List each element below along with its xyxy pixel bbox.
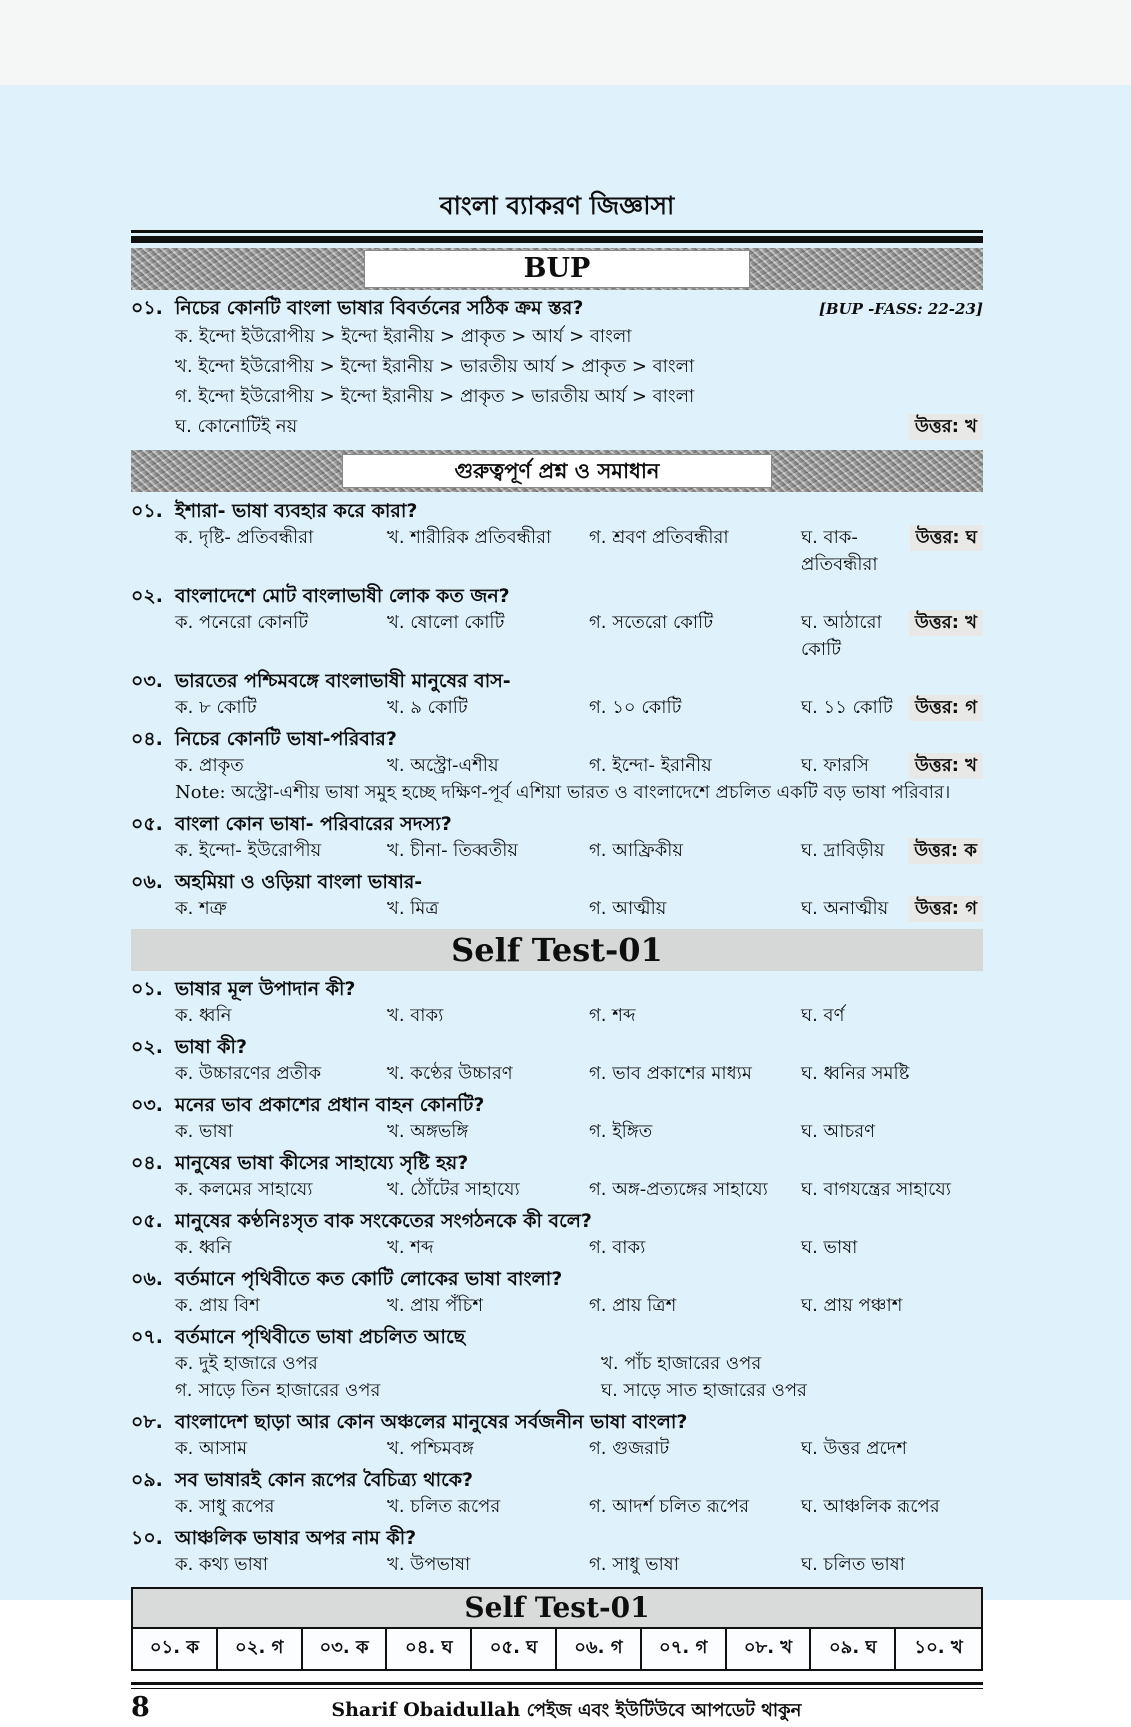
options-row [175, 1377, 983, 1404]
option: খ. মিত্র [387, 898, 439, 919]
option: খ. কণ্ঠের উচ্চারণ [387, 1063, 513, 1084]
question-line [131, 1150, 983, 1176]
question-number: ০৬. [131, 871, 163, 893]
option: খ. ৯ কোটি [387, 697, 468, 718]
option: ঘ. সাড়ে সাত হাজারের ওপর [601, 1380, 807, 1401]
option: গ. প্রায় ত্রিশ [589, 1295, 677, 1316]
answer-table-title: Self Test-01 [133, 1589, 981, 1629]
question-item [131, 668, 983, 721]
option: গ. ইঙ্গিত [589, 1121, 653, 1142]
option: ঘ. প্রায় পঞ্চাশ [801, 1295, 903, 1316]
question-number: ০৪. [131, 728, 163, 750]
option: ঘ. ভাষা [801, 1237, 858, 1258]
option: ঘ. বাক-প্রতিবন্ধীরা [801, 527, 878, 575]
option: খ. শব্দ [387, 1237, 434, 1258]
answer-cell: ০৯. ঘ [811, 1629, 896, 1669]
option: ঘ. উত্তর প্রদেশ [801, 1438, 907, 1459]
question-line [131, 1092, 983, 1118]
answer-badge: উত্তর: খ [909, 610, 983, 636]
option: ক. ইন্দো- ইউরোপীয় [175, 840, 322, 861]
option: ঘ. চলিত ভাষা [801, 1554, 905, 1575]
options-row [175, 1350, 983, 1377]
question-number: ০২. [131, 1036, 163, 1058]
question-text: ভাষার মূল উপাদান কী? [175, 978, 356, 1000]
options-row [175, 1118, 983, 1145]
options-row [175, 1060, 983, 1087]
options-row [175, 1002, 983, 1029]
question-text: বর্তমানে পৃথিবীতে কত কোটি লোকের ভাষা বাংলা? [175, 1268, 563, 1290]
question-text: বর্তমানে পৃথিবীতে ভাষা প্রচলিত আছে [175, 1326, 466, 1348]
question-number: ০১. [131, 500, 163, 522]
option: গ. বাক্য [589, 1237, 646, 1258]
option: ক. উচ্চারণের প্রতীক [175, 1063, 322, 1084]
bup-question-item [131, 295, 983, 442]
option: ক. ধ্বনি [175, 1237, 232, 1258]
option: ঘ. দ্রাবিড়ীয় [801, 840, 885, 861]
options-row [175, 1176, 983, 1203]
option: খ. প্রায় পঁচিশ [387, 1295, 483, 1316]
options-row [175, 895, 983, 922]
option: গ. শ্রবণ প্রতিবন্ধীরা [589, 527, 729, 548]
option: ক. প্রায় বিশ [175, 1295, 260, 1316]
answer-badge: উত্তর: ঘ [910, 525, 983, 551]
question-line [131, 869, 983, 895]
question-item [131, 1525, 983, 1578]
book-page [0, 85, 1131, 1723]
question-number: ০৭. [131, 1326, 163, 1348]
option: ক. সাধু রূপের [175, 1496, 275, 1517]
option: ঘ. আচরণ [801, 1121, 876, 1142]
options-row [175, 752, 983, 779]
question-text: অহমিয়া ও ওড়িয়া বাংলা ভাষার- [175, 871, 423, 893]
question-item [131, 1034, 983, 1087]
bup-banner-label: BUP [364, 250, 750, 288]
self-test-questions [131, 976, 983, 1578]
question-line [131, 295, 983, 322]
answer-table-row [133, 1629, 981, 1669]
question-line [131, 1409, 983, 1435]
option: খ. বাক্য [387, 1005, 444, 1026]
question-number: ০৮. [131, 1411, 163, 1433]
question-line [131, 976, 983, 1002]
question-number: ০৬. [131, 1268, 163, 1290]
question-text: নিচের কোনটি ভাষা-পরিবার? [175, 728, 397, 750]
question-number: ০৫. [131, 1210, 163, 1232]
footer-row [131, 1692, 983, 1727]
option: ক. আসাম [175, 1438, 248, 1459]
page-number: 8 [131, 1692, 150, 1723]
option: খ. ঠোঁটের সাহায্যে [387, 1179, 520, 1200]
footer-divider [131, 1682, 983, 1685]
option: ঘ. কোনোটিই নয় [175, 416, 298, 437]
question-line [131, 1525, 983, 1551]
option: ক. প্রাকৃত [175, 755, 244, 776]
option: খ. অস্ট্রো-এশীয় [387, 755, 499, 776]
question-item [131, 869, 983, 922]
answer-cell: ০২. গ [218, 1629, 303, 1669]
option: গ. আদর্শ চলিত রূপের [589, 1496, 750, 1517]
option: গ. শব্দ [589, 1005, 636, 1026]
option: ক. ধ্বনি [175, 1005, 232, 1026]
question-text: মানুষের কণ্ঠনিঃসৃত বাক সংকেতের সংগঠনকে কী বলে? [175, 1210, 592, 1232]
question-number: ০১. [131, 978, 163, 1000]
option: গ. আত্মীয় [589, 898, 667, 919]
footer-author: Sharif Obaidullah [331, 1699, 521, 1721]
question-line [131, 811, 983, 837]
question-item [131, 1409, 983, 1462]
question-number: ০৪. [131, 1152, 163, 1174]
answer-cell: ০৮. খ [727, 1629, 812, 1669]
footer-divider-thin [131, 1688, 983, 1689]
question-item [131, 976, 983, 1029]
option: ক. ইন্দো ইউরোপীয় > ইন্দো ইরানীয় > প্রাকৃত > আর্য > বাংলা [175, 326, 632, 347]
section-banner-bup [131, 248, 983, 290]
question-item [131, 1324, 983, 1404]
option: ক. শত্রু [175, 898, 227, 919]
option: খ. শারীরিক প্রতিবন্ধীরা [387, 527, 552, 548]
option: ঘ. বর্ণ [801, 1005, 845, 1026]
important-questions [131, 498, 983, 922]
option: গ. সাড়ে তিন হাজারের ওপর [175, 1380, 381, 1401]
options-row [175, 1493, 983, 1520]
answer-cell: ০৭. গ [642, 1629, 727, 1669]
question-line [131, 1324, 983, 1350]
option: খ. পশ্চিমবঙ্গ [387, 1438, 474, 1459]
option: ক. ভাষা [175, 1121, 233, 1142]
note [175, 779, 983, 806]
option: ঘ. আঠারো কোটি [801, 612, 882, 660]
page-footer [131, 1682, 983, 1727]
answer-badge: উত্তর: ক [908, 838, 983, 864]
footer-note: পেইজ এবং ইউটিউবে আপডেট থাকুন [526, 1700, 802, 1721]
question-line [131, 1467, 983, 1493]
option: খ. উপভাষা [387, 1554, 471, 1575]
option: ঘ. ফারসি [801, 755, 869, 776]
option: ঘ. অনাত্মীয় [801, 898, 889, 919]
option: খ. চীনা- তিব্বতীয় [387, 840, 518, 861]
options-row [175, 1435, 983, 1462]
question-number: ০৩. [131, 1094, 163, 1116]
option: গ. ইন্দো- ইরানীয় [589, 755, 712, 776]
option: ক. কলমের সাহায্যে [175, 1179, 313, 1200]
option: খ. অঙ্গভঙ্গি [387, 1121, 469, 1142]
options-row [175, 837, 983, 864]
option: ঘ. বাগযন্ত্রের সাহায্যে [801, 1179, 951, 1200]
question-item [131, 1467, 983, 1520]
option: ক. ৮ কোটি [175, 697, 257, 718]
question-text: ভারতের পশ্চিমবঙ্গে বাংলাভাষী মানুষের বাস- [175, 670, 511, 692]
options-row [175, 1292, 983, 1319]
title-divider [131, 230, 983, 243]
note-text: অস্ট্রো-এশীয় ভাষা সমুহ হচ্ছে দক্ষিণ-পূর্ব এশিয়া ভারত ও বাংলাদেশে প্রচলিত একটি বড় ভাষা পরিবার। [231, 782, 951, 803]
option: ঘ. আঞ্চলিক রূপের [801, 1496, 940, 1517]
section-banner-important [131, 450, 983, 492]
question-line [131, 668, 983, 694]
answer-cell: ০১. ক [133, 1629, 218, 1669]
option: ঘ. ১১ কোটি [801, 697, 893, 718]
options-row [175, 609, 983, 663]
question-text: নিচের কোনটি বাংলা ভাষার বিবর্তনের সঠিক ক্রম স্তর? [175, 297, 584, 319]
question-text: বাংলাদেশে মোট বাংলাভাষী লোক কত জন? [175, 585, 510, 607]
option: গ. ভাব প্রকাশের মাধ্যম [589, 1063, 752, 1084]
important-banner-label: গুরুত্বপূর্ণ প্রশ্ন ও সমাধান [342, 454, 772, 488]
question-item [131, 726, 983, 806]
question-line [131, 498, 983, 524]
option: খ. চলিত রূপের [387, 1496, 501, 1517]
self-test-banner: Self Test-01 [131, 929, 983, 971]
question-number: ০৯. [131, 1469, 163, 1491]
option: ক. পনেরো কোনটি [175, 612, 309, 633]
options-row [175, 1551, 983, 1578]
options-row [175, 694, 983, 721]
question-item [131, 811, 983, 864]
option: গ. সাধু ভাষা [589, 1554, 679, 1575]
question-item [131, 583, 983, 663]
page-title: বাংলা ব্যাকরণ জিজ্ঞাসা [439, 191, 675, 220]
options-row [175, 524, 983, 578]
question-text: মানুষের ভাষা কীসের সাহায্যে সৃষ্টি হয়? [175, 1152, 469, 1174]
option: গ. গুজরাট [589, 1438, 670, 1459]
question-text: সব ভাষারই কোন রূপের বৈচিত্র্য থাকে? [175, 1469, 474, 1491]
answer-badge: উত্তর: গ [909, 695, 983, 721]
question-text: বাংলাদেশ ছাড়া আর কোন অঞ্চলের মানুষের সর্বজনীন ভাষা বাংলা? [175, 1411, 688, 1433]
answer-badge: উত্তর: গ [909, 896, 983, 922]
question-number: ০৩. [131, 670, 163, 692]
question-number: ১০. [131, 1527, 163, 1549]
question-item [131, 1150, 983, 1203]
option: খ. ষোলো কোটি [387, 612, 505, 633]
question-line [131, 1208, 983, 1234]
option-row [175, 412, 983, 442]
question-item [131, 1208, 983, 1261]
answer-cell: ০৪. ঘ [387, 1629, 472, 1669]
answer-badge: উত্তর: খ [909, 753, 983, 779]
option: খ. পাঁচ হাজারের ওপর [601, 1353, 762, 1374]
option: ক. কথ্য ভাষা [175, 1554, 269, 1575]
question-text: বাংলা কোন ভাষা- পরিবারের সদস্য? [175, 813, 452, 835]
answer-cell: ০৩. ক [303, 1629, 388, 1669]
question-number: ০২. [131, 585, 163, 607]
question-text: আঞ্চলিক ভাষার অপর নাম কী? [175, 1527, 417, 1549]
question-line [131, 1034, 983, 1060]
option: খ. ইন্দো ইউরোপীয় > ইন্দো ইরানীয় > ভারতীয় আর্য > প্রাকৃত > বাংলা [175, 356, 695, 377]
answer-cell: ০৬. গ [557, 1629, 642, 1669]
option: গ. অঙ্গ-প্রত্যঙ্গের সাহায্যে [589, 1179, 768, 1200]
page-content [131, 85, 983, 1727]
question-text: ভাষা কী? [175, 1036, 248, 1058]
option: গ. ১০ কোটি [589, 697, 682, 718]
note-label: Note: [175, 782, 226, 803]
question-line [131, 726, 983, 752]
question-line [131, 583, 983, 609]
question-number: ০৫. [131, 813, 163, 835]
option: গ. সতেরো কোটি [589, 612, 714, 633]
option: ক. দুই হাজারে ওপর [175, 1353, 318, 1374]
exam-reference-tag: [BUP -FASS: 22-23] [818, 300, 983, 318]
question-item [131, 1092, 983, 1145]
question-text: ইশারা- ভাষা ব্যবহার করে কারা? [175, 500, 418, 522]
answer-table [131, 1587, 983, 1671]
question-text: মনের ভাব প্রকাশের প্রধান বাহন কোনটি? [175, 1094, 485, 1116]
question-number: ০১. [131, 297, 163, 319]
question-item [131, 498, 983, 578]
question-line [131, 1266, 983, 1292]
options-row [175, 1234, 983, 1261]
option: গ. ইন্দো ইউরোপীয় > ইন্দো ইরানীয় > প্রাকৃত > ভারতীয় আর্য > বাংলা [175, 386, 695, 407]
answer-cell: ১০. খ [914, 1637, 963, 1658]
answer-cell: ০৫. ঘ [472, 1629, 557, 1669]
answer-badge: উত্তর: খ [909, 414, 983, 440]
question-item [131, 1266, 983, 1319]
option: ঘ. ধ্বনির সমষ্টি [801, 1063, 910, 1084]
footer-text [150, 1696, 983, 1727]
option: ক. দৃষ্টি- প্রতিবন্ধীরা [175, 527, 314, 548]
option: গ. আফ্রিকীয় [589, 840, 683, 861]
